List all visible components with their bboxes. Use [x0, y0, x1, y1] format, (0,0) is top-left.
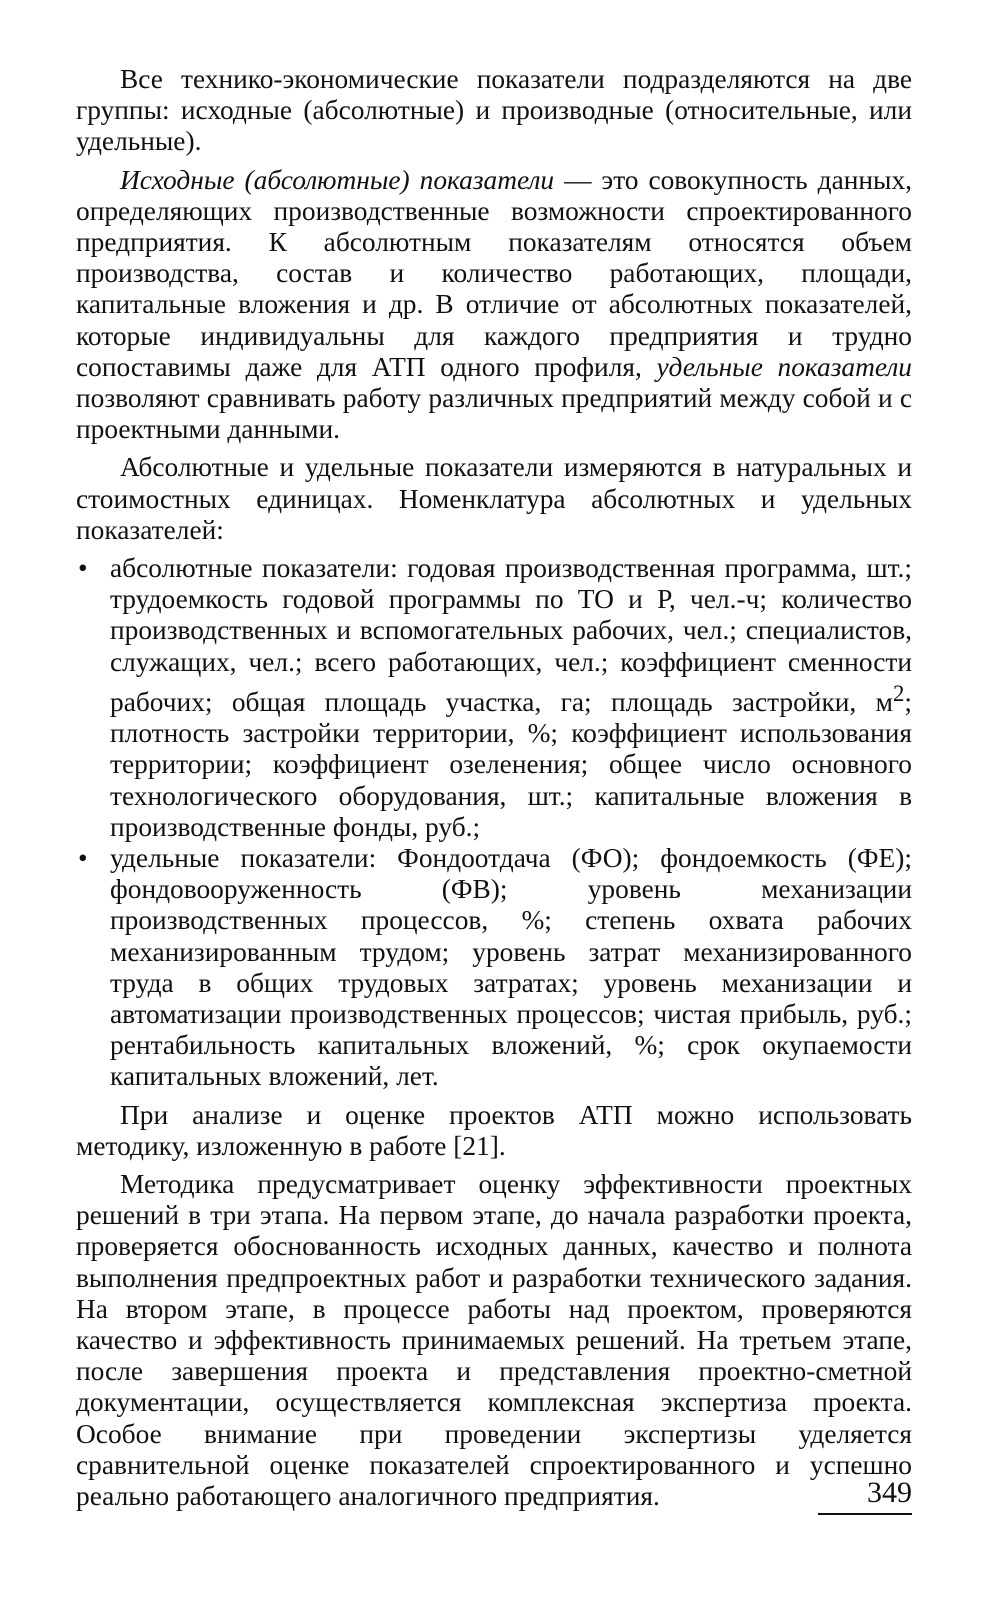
list-item-specific — [76, 843, 912, 1093]
paragraph-absolute-text-2: позволяют сравнивать работу различных предприятий между собой и с проектными данными. — [76, 383, 912, 445]
bullet-icon: • — [78, 843, 88, 873]
paragraph-analysis: При анализе и оценке проектов АТП можно использовать методику, изложенную в работе [21]. — [76, 1099, 912, 1161]
bullet-icon: • — [78, 553, 88, 584]
paragraph-intro: Все технико-экономические показатели подразделяются на две группы: исходные (абсолютные) и производные (относительные, или удельные). — [76, 64, 912, 157]
list-item-specific-text: удельные показатели: Фондоотдача (ФО); фондоемкость (ФЕ); фондовооруженность (ФВ); уровень механизации производственных процессов, %; степень охвата рабочих механизированным трудом; уровень затрат механизированного труда в общих трудовых затратах; уровень механизации и автоматизации производственных процессов; чистая прибыль, руб.; рентабильность капитальных вложений, %; срок окупаемости капитальных вложений, лет. — [110, 843, 912, 1092]
superscript-two: 2 — [892, 680, 905, 706]
paragraph-methodology: Методика предусматривает оценку эффективности проектных решений в три этапа. На первом этапе, до начала разработки проекта, проверяется обоснованность исходных данных, качество и полнота выполнения предпроектных работ и разработки технического задания. На втором этапе, в процессе работы над проектом, проверяются качество и эффективность принимаемых решений. На третьем этапе, после завершения проекта и представления проектно-сметной документации, осуществляется комплексная экспертиза проекта. Особое внимание при проведении экспертизы уделяется сравнительной оценке показателей спроектированного и успешно реально работающего аналогичного предприятия. — [76, 1169, 912, 1512]
page-number-rule — [818, 1513, 912, 1515]
term-absolute-indicators: Исходные (абсолютные) показатели — [120, 164, 555, 195]
paragraph-absolute-indicators — [76, 165, 912, 446]
list-item-absolute — [76, 553, 912, 843]
list-item-absolute-text-1: абсолютные показатели: годовая производственная программа, шт.; трудоемкость годовой программы по ТО и Р, чел.-ч; количество производственных и вспомогательных рабочих, чел.; специалистов, служащих, чел.; всего работающих, чел.; коэффициент сменности рабочих; общая площадь участка, га; площадь застройки, м — [110, 553, 912, 717]
paragraph-absolute-text-1: — это совокупность данных, определяющих производственные возможности спроектированного предприятия. К абсолютным показателям относятся объем производства, состав и количество работающих, площади, капитальные вложения и др. В отличие от абсолютных показателей, которые индивидуальны для каждого предприятия и трудно сопоставимы даже для АТП одного профиля, — [76, 164, 912, 382]
list-item-absolute-text-2: ; плотность застройки территории, %; коэффициент использования территории; коэффициент озеленения; общее число основного технологического оборудования, шт.; капитальные вложения в производственные фонды, руб.; — [110, 686, 912, 842]
document-page — [76, 64, 912, 1519]
term-specific-indicators: удельные показатели — [656, 351, 912, 382]
indicator-list — [76, 553, 912, 1093]
page-number: 349 — [867, 1476, 912, 1509]
paragraph-units: Абсолютные и удельные показатели измеряются в натуральных и стоимостных единицах. Номенклатура абсолютных и удельных показателей: — [76, 452, 912, 545]
